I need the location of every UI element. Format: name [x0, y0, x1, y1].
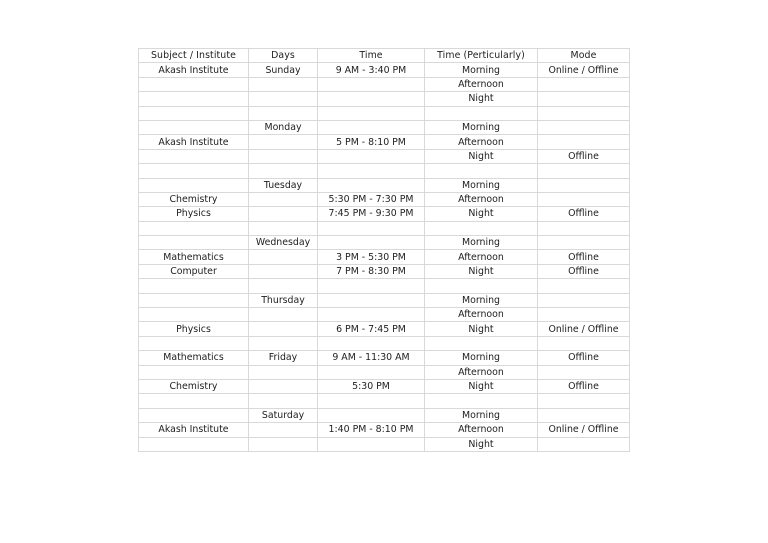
time-cell[interactable]: 9 AM - 3:40 PM	[318, 63, 425, 77]
time-cell[interactable]: 7 PM - 8:30 PM	[318, 264, 425, 278]
subject-cell[interactable]	[139, 408, 249, 422]
time-cell[interactable]	[318, 293, 425, 307]
day-cell[interactable]	[249, 264, 318, 278]
mode-cell[interactable]: Offline	[538, 379, 630, 393]
table-row	[139, 423, 630, 437]
mode-cell[interactable]	[538, 221, 630, 235]
mode-cell[interactable]	[538, 77, 630, 91]
time-of-day-cell[interactable]: Afternoon	[425, 135, 538, 149]
mode-cell[interactable]: Offline	[538, 149, 630, 163]
mode-cell[interactable]: Offline	[538, 250, 630, 264]
subject-cell[interactable]	[139, 236, 249, 250]
table-row	[139, 135, 630, 149]
subject-cell[interactable]: Mathematics	[139, 351, 249, 365]
time-of-day-cell[interactable]: Morning	[425, 351, 538, 365]
subject-cell[interactable]	[139, 106, 249, 120]
header-row	[139, 49, 630, 63]
subject-cell[interactable]	[139, 221, 249, 235]
mode-cell[interactable]	[538, 365, 630, 379]
mode-cell[interactable]	[538, 279, 630, 293]
time-of-day-cell[interactable]: Afternoon	[425, 423, 538, 437]
time-of-day-cell[interactable]: Night	[425, 264, 538, 278]
time-of-day-cell[interactable]: Night	[425, 207, 538, 221]
subject-cell[interactable]	[139, 120, 249, 134]
subject-cell[interactable]: Chemistry	[139, 379, 249, 393]
time-of-day-cell[interactable]: Night	[425, 437, 538, 451]
mode-cell[interactable]: Online / Offline	[538, 423, 630, 437]
day-cell[interactable]	[249, 437, 318, 451]
subject-cell[interactable]	[139, 178, 249, 192]
day-cell[interactable]	[249, 322, 318, 336]
time-of-day-cell[interactable]: Morning	[425, 236, 538, 250]
table-row	[139, 336, 630, 350]
time-of-day-cell[interactable]: Night	[425, 92, 538, 106]
table-row	[139, 92, 630, 106]
time-cell[interactable]	[318, 221, 425, 235]
time-of-day-cell[interactable]: Afternoon	[425, 192, 538, 206]
subject-cell[interactable]: Mathematics	[139, 250, 249, 264]
table-row	[139, 250, 630, 264]
mode-cell[interactable]	[538, 164, 630, 178]
table-row	[139, 365, 630, 379]
subject-cell[interactable]	[139, 77, 249, 91]
mode-cell[interactable]	[538, 192, 630, 206]
day-cell[interactable]	[249, 77, 318, 91]
table-row	[139, 279, 630, 293]
subject-cell[interactable]	[139, 365, 249, 379]
mode-cell[interactable]	[538, 236, 630, 250]
mode-cell[interactable]	[538, 408, 630, 422]
table-row	[139, 178, 630, 192]
time-cell[interactable]: 6 PM - 7:45 PM	[318, 322, 425, 336]
day-cell[interactable]: Monday	[249, 120, 318, 134]
table-row	[139, 437, 630, 451]
table-row	[139, 351, 630, 365]
mode-cell[interactable]: Offline	[538, 207, 630, 221]
time-of-day-cell[interactable]	[425, 394, 538, 408]
subject-cell[interactable]	[139, 279, 249, 293]
time-of-day-cell[interactable]: Morning	[425, 63, 538, 77]
subject-cell[interactable]	[139, 336, 249, 350]
table-row	[139, 192, 630, 206]
schedule-table	[138, 48, 630, 452]
day-cell[interactable]	[249, 135, 318, 149]
header-days[interactable]: Days	[249, 49, 318, 63]
time-of-day-cell[interactable]: Morning	[425, 178, 538, 192]
header-subject-institute[interactable]: Subject / Institute	[139, 49, 249, 63]
time-of-day-cell[interactable]: Night	[425, 322, 538, 336]
day-cell[interactable]	[249, 192, 318, 206]
time-of-day-cell[interactable]	[425, 221, 538, 235]
day-cell[interactable]	[249, 92, 318, 106]
time-cell[interactable]	[318, 437, 425, 451]
mode-cell[interactable]	[538, 437, 630, 451]
time-cell[interactable]	[318, 236, 425, 250]
mode-cell[interactable]	[538, 135, 630, 149]
time-of-day-cell[interactable]: Night	[425, 149, 538, 163]
time-cell[interactable]	[318, 149, 425, 163]
time-cell[interactable]	[318, 77, 425, 91]
header-time-particularly[interactable]: Time (Perticularly)	[425, 49, 538, 63]
day-cell[interactable]	[249, 394, 318, 408]
subject-cell[interactable]: Computer	[139, 264, 249, 278]
subject-cell[interactable]	[139, 92, 249, 106]
day-cell[interactable]	[249, 279, 318, 293]
day-cell[interactable]: Friday	[249, 351, 318, 365]
mode-cell[interactable]	[538, 106, 630, 120]
time-of-day-cell[interactable]: Night	[425, 379, 538, 393]
table-row	[139, 236, 630, 250]
time-of-day-cell[interactable]	[425, 164, 538, 178]
day-cell[interactable]	[249, 365, 318, 379]
header-time[interactable]: Time	[318, 49, 425, 63]
subject-cell[interactable]	[139, 394, 249, 408]
day-cell[interactable]	[249, 221, 318, 235]
subject-cell[interactable]	[139, 437, 249, 451]
schedule-body	[139, 63, 630, 452]
mode-cell[interactable]	[538, 394, 630, 408]
time-cell[interactable]	[318, 394, 425, 408]
day-cell[interactable]: Saturday	[249, 408, 318, 422]
day-cell[interactable]: Wednesday	[249, 236, 318, 250]
mode-cell[interactable]: Online / Offline	[538, 322, 630, 336]
time-cell[interactable]	[318, 336, 425, 350]
subject-cell[interactable]: Akash Institute	[139, 423, 249, 437]
table-row	[139, 149, 630, 163]
mode-cell[interactable]	[538, 120, 630, 134]
subject-cell[interactable]: Akash Institute	[139, 135, 249, 149]
time-cell[interactable]	[318, 408, 425, 422]
table-row	[139, 120, 630, 134]
mode-cell[interactable]	[538, 178, 630, 192]
time-cell[interactable]	[318, 279, 425, 293]
day-cell[interactable]: Thursday	[249, 293, 318, 307]
time-of-day-cell[interactable]: Morning	[425, 120, 538, 134]
time-of-day-cell[interactable]: Afternoon	[425, 77, 538, 91]
time-cell[interactable]: 5:30 PM	[318, 379, 425, 393]
time-cell[interactable]: 1:40 PM - 8:10 PM	[318, 423, 425, 437]
day-cell[interactable]: Tuesday	[249, 178, 318, 192]
subject-cell[interactable]: Physics	[139, 207, 249, 221]
table-row	[139, 264, 630, 278]
mode-cell[interactable]	[538, 308, 630, 322]
subject-cell[interactable]	[139, 149, 249, 163]
time-cell[interactable]: 7:45 PM - 9:30 PM	[318, 207, 425, 221]
day-cell[interactable]	[249, 106, 318, 120]
table-row	[139, 77, 630, 91]
mode-cell[interactable]: Offline	[538, 264, 630, 278]
time-of-day-cell[interactable]: Morning	[425, 408, 538, 422]
time-cell[interactable]	[318, 178, 425, 192]
day-cell[interactable]	[249, 250, 318, 264]
table-row	[139, 293, 630, 307]
mode-cell[interactable]	[538, 92, 630, 106]
subject-cell[interactable]: Chemistry	[139, 192, 249, 206]
time-of-day-cell[interactable]: Afternoon	[425, 250, 538, 264]
subject-cell[interactable]	[139, 164, 249, 178]
table-row	[139, 207, 630, 221]
time-cell[interactable]: 9 AM - 11:30 AM	[318, 351, 425, 365]
day-cell[interactable]: Sunday	[249, 63, 318, 77]
time-of-day-cell[interactable]: Afternoon	[425, 308, 538, 322]
subject-cell[interactable]: Physics	[139, 322, 249, 336]
table-row	[139, 322, 630, 336]
table-row	[139, 408, 630, 422]
day-cell[interactable]	[249, 207, 318, 221]
time-cell[interactable]: 5:30 PM - 7:30 PM	[318, 192, 425, 206]
time-cell[interactable]: 5 PM - 8:10 PM	[318, 135, 425, 149]
day-cell[interactable]	[249, 164, 318, 178]
table-row	[139, 221, 630, 235]
time-cell[interactable]	[318, 308, 425, 322]
table-row	[139, 308, 630, 322]
subject-cell[interactable]	[139, 308, 249, 322]
table-row	[139, 164, 630, 178]
mode-cell[interactable]	[538, 336, 630, 350]
time-cell[interactable]	[318, 92, 425, 106]
subject-cell[interactable]	[139, 293, 249, 307]
time-of-day-cell[interactable]: Morning	[425, 293, 538, 307]
table-row	[139, 106, 630, 120]
day-cell[interactable]	[249, 336, 318, 350]
table-row	[139, 394, 630, 408]
table-row	[139, 63, 630, 77]
mode-cell[interactable]: Offline	[538, 351, 630, 365]
mode-cell[interactable]	[538, 293, 630, 307]
day-cell[interactable]	[249, 149, 318, 163]
day-cell[interactable]	[249, 308, 318, 322]
subject-cell[interactable]: Akash Institute	[139, 63, 249, 77]
day-cell[interactable]	[249, 379, 318, 393]
time-of-day-cell[interactable]	[425, 336, 538, 350]
header-mode[interactable]: Mode	[538, 49, 630, 63]
time-of-day-cell[interactable]: Afternoon	[425, 365, 538, 379]
day-cell[interactable]	[249, 423, 318, 437]
time-cell[interactable]	[318, 106, 425, 120]
time-of-day-cell[interactable]	[425, 279, 538, 293]
table-row	[139, 379, 630, 393]
time-of-day-cell[interactable]	[425, 106, 538, 120]
mode-cell[interactable]: Online / Offline	[538, 63, 630, 77]
time-cell[interactable]	[318, 365, 425, 379]
time-cell[interactable]	[318, 120, 425, 134]
time-cell[interactable]: 3 PM - 5:30 PM	[318, 250, 425, 264]
time-cell[interactable]	[318, 164, 425, 178]
